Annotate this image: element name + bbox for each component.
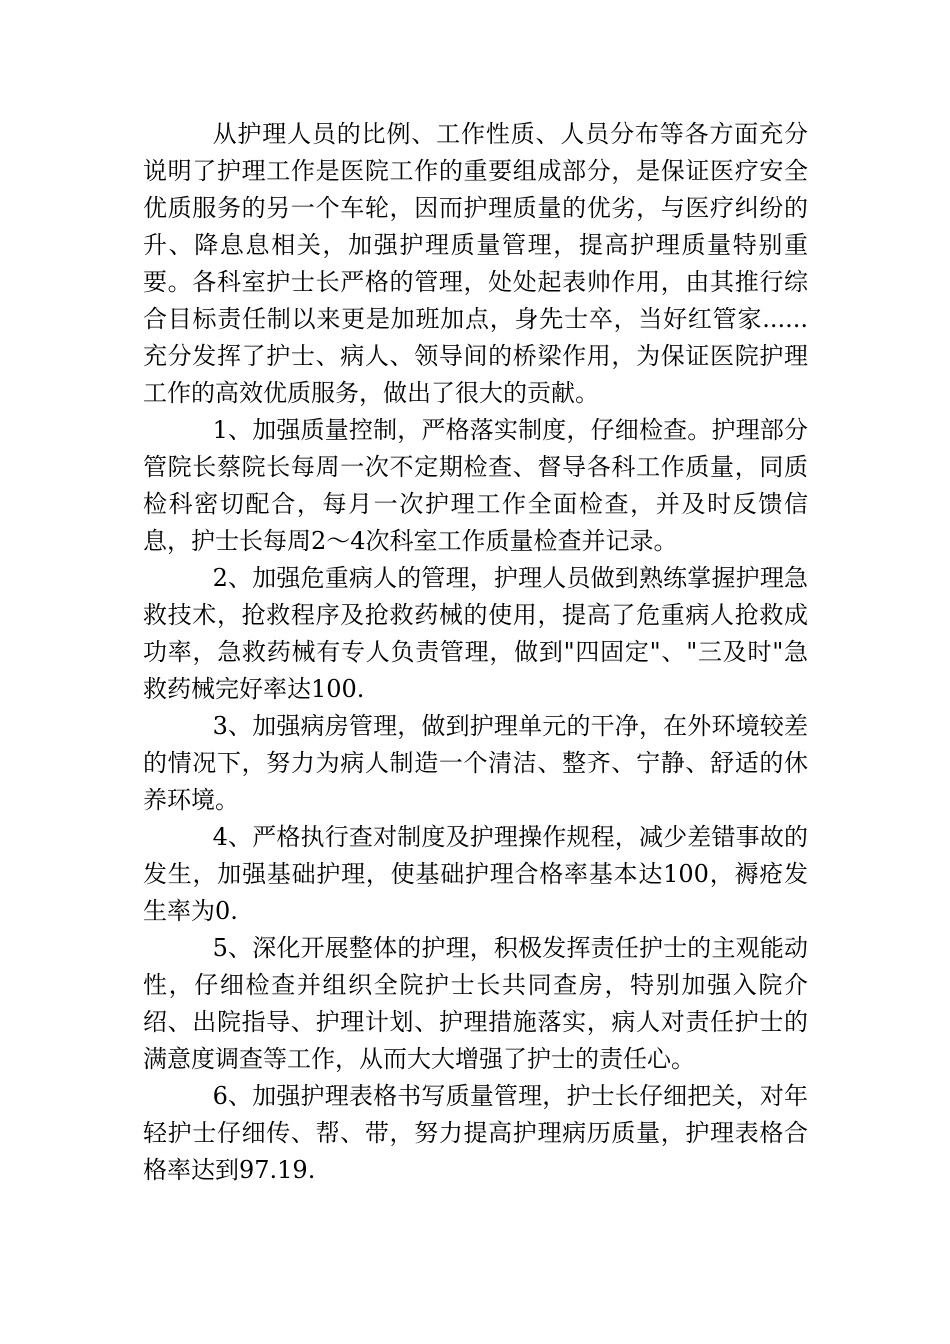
paragraph-item-2: 2、加强危重病人的管理，护理人员做到熟练掌握护理急救技术，抢救程序及抢救药械的使用，提高了危重病人抢救成功率，急救药械有专人负责管理，做到"四固定"、"三及时"急救药械完好率达100. [143, 564, 808, 703]
document-body [143, 116, 808, 1189]
paragraph-item-1: 1、加强质量控制，严格落实制度，仔细检查。护理部分管院长蔡院长每周一次不定期检查、督导各科工作质量，同质检科密切配合，每月一次护理工作全面检查，并及时反馈信息，护士长每周2～4次科室工作质量检查并记录。 [143, 416, 808, 555]
paragraph-item-6: 6、加强护理表格书写质量管理，护士长仔细把关，对年轻护士仔细传、帮、带，努力提高护理病历质量，护理表格合格率达到97.19. [143, 1082, 808, 1184]
paragraph-intro: 从护理人员的比例、工作性质、人员分布等各方面充分说明了护理工作是医院工作的重要组成部分，是保证医疗安全优质服务的另一个车轮，因而护理质量的优劣，与医疗纠纷的升、降息息相关，加强护理质量管理，提高护理质量特别重要。各科室护士长严格的管理，处处起表帅作用，由其推行综合目标责任制以来更是加班加点，身先士卒，当好红管家......充分发挥了护士、病人、领导间的桥梁作用，为保证医院护理工作的高效优质服务，做出了很大的贡献。 [143, 120, 808, 407]
paragraph-item-3: 3、加强病房管理，做到护理单元的干净，在外环境较差的情况下，努力为病人制造一个清洁、整齐、宁静、舒适的休养环境。 [143, 712, 808, 814]
paragraph-item-4: 4、严格执行查对制度及护理操作规程，减少差错事故的发生，加强基础护理，使基础护理合格率基本达100，褥疮发生率为0. [143, 823, 808, 925]
paragraph-item-5: 5、深化开展整体的护理，积极发挥责任护士的主观能动性，仔细检查并组织全院护士长共同查房，特别加强入院介绍、出院指导、护理计划、护理措施落实，病人对责任护士的满意度调查等工作，从而大大增强了护士的责任心。 [143, 934, 808, 1073]
